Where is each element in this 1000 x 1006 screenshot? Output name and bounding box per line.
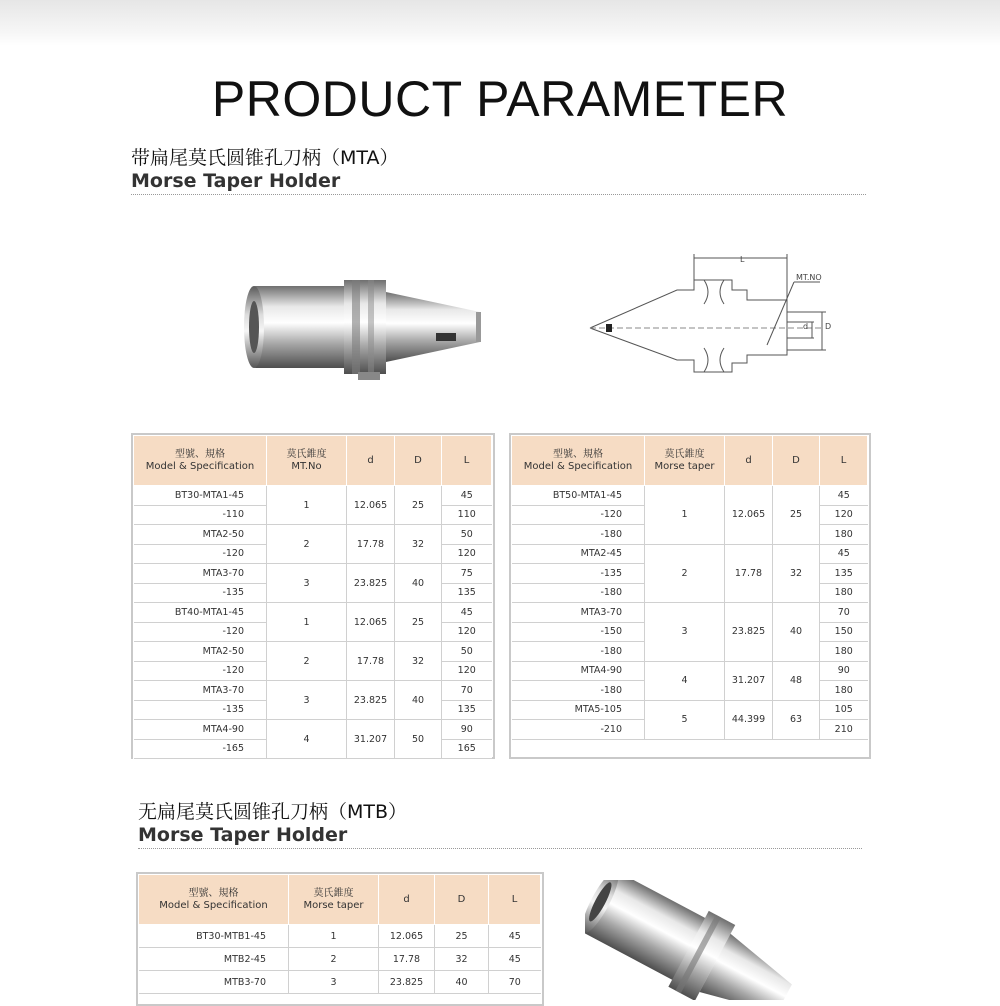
model-cell: -120 xyxy=(134,622,267,642)
model-cell: -150 xyxy=(512,622,645,642)
model-cell: -120 xyxy=(134,661,267,681)
d-cell: 17.78 xyxy=(379,948,435,971)
model-cell: -180 xyxy=(512,681,645,701)
l-cell: 210 xyxy=(820,720,868,740)
top-banner xyxy=(0,0,1000,46)
table-row xyxy=(512,486,868,506)
d-cell: 12.065 xyxy=(347,486,395,525)
d-cell: 12.065 xyxy=(725,486,773,545)
col-header-model-cn: 型號、規格 xyxy=(175,448,225,460)
model-cell: MTA2-45 xyxy=(512,544,645,564)
mt-cell: 4 xyxy=(645,661,725,700)
D-cell: 40 xyxy=(773,603,820,662)
col-header-D: D xyxy=(435,875,489,925)
mt-cell: 5 xyxy=(645,700,725,739)
model-cell: -135 xyxy=(134,583,267,603)
l-cell: 90 xyxy=(442,720,492,740)
D-cell: 63 xyxy=(773,700,820,739)
mt-cell: 1 xyxy=(289,925,379,948)
l-cell: 70 xyxy=(820,603,868,623)
col-header-mt-cn: 莫氏錐度 xyxy=(286,448,327,460)
D-cell: 32 xyxy=(395,642,442,681)
table-row xyxy=(134,720,492,740)
d-cell: 40 xyxy=(435,971,489,994)
d-cell: 31.207 xyxy=(725,661,773,700)
D-cell: 50 xyxy=(395,720,442,759)
model-cell: -165 xyxy=(134,739,267,759)
d-cell: 44.399 xyxy=(725,700,773,739)
l-cell: 45 xyxy=(489,948,541,971)
col-header-D: D xyxy=(395,436,442,486)
col-header-mt-en: MT.No xyxy=(291,460,322,472)
col-header-taper xyxy=(645,436,725,486)
D-cell: 25 xyxy=(395,603,442,642)
mta-holder-image xyxy=(240,276,490,386)
model-cell: -180 xyxy=(512,525,645,545)
page-title: PRODUCT PARAMETER xyxy=(211,71,789,127)
col-header-d: d xyxy=(379,875,435,925)
d-cell: 23.825 xyxy=(379,971,435,994)
D-cell: 25 xyxy=(395,486,442,525)
model-cell: MTA3-70 xyxy=(512,603,645,623)
table-row xyxy=(134,642,492,662)
mt-cell: 1 xyxy=(267,603,347,642)
l-cell: 120 xyxy=(442,661,492,681)
l-cell: 70 xyxy=(489,971,541,994)
col-header-d: d xyxy=(347,436,395,486)
table-row xyxy=(512,661,868,681)
D-cell: 25 xyxy=(773,486,820,545)
D-cell: 40 xyxy=(395,681,442,720)
col-header-L: L xyxy=(820,436,868,486)
l-cell: 135 xyxy=(442,583,492,603)
model-cell: BT30-MTA1-45 xyxy=(134,486,267,506)
model-cell: MTA4-90 xyxy=(512,661,645,681)
D-cell: 32 xyxy=(773,544,820,603)
model-cell: BT50-MTA1-45 xyxy=(512,486,645,506)
col-header-D: D xyxy=(773,436,820,486)
l-cell: 135 xyxy=(820,564,868,584)
d-cell: 25 xyxy=(435,925,489,948)
table-row xyxy=(134,564,492,584)
mta-table-2 xyxy=(511,435,868,740)
model-cell: -135 xyxy=(512,564,645,584)
mt-cell: 2 xyxy=(267,525,347,564)
col-header-model-cn: 型號、規格 xyxy=(553,448,603,460)
mt-cell: 3 xyxy=(645,603,725,662)
mta-table-1 xyxy=(133,435,492,759)
l-cell: 180 xyxy=(820,642,868,662)
col-header-mt xyxy=(267,436,347,486)
l-cell: 105 xyxy=(820,700,868,720)
model-cell: MTA4-90 xyxy=(134,720,267,740)
d-cell: 31.207 xyxy=(347,720,395,759)
mta-en-title: Morse Taper Holder xyxy=(131,170,341,192)
d-cell: 12.065 xyxy=(379,925,435,948)
mt-cell: 2 xyxy=(645,544,725,603)
mtb-cn-title: 无扁尾莫氏圆锥孔刀柄（MTB） xyxy=(138,801,408,823)
d-cell: 23.825 xyxy=(725,603,773,662)
mt-cell: 1 xyxy=(645,486,725,545)
model-cell: -120 xyxy=(512,505,645,525)
l-cell: 180 xyxy=(820,525,868,545)
table-row xyxy=(134,486,492,506)
mt-cell: 3 xyxy=(289,971,379,994)
drawing-label-d: d xyxy=(803,322,809,331)
l-cell: 50 xyxy=(442,642,492,662)
mtb-divider xyxy=(138,848,862,849)
mta-technical-drawing xyxy=(582,250,842,385)
mtb-table-body xyxy=(139,925,541,994)
d-cell: 23.825 xyxy=(347,681,395,720)
table-row xyxy=(134,603,492,623)
drawing-label-D: D xyxy=(825,322,832,331)
model-cell: BT40-MTA1-45 xyxy=(134,603,267,623)
col-header-d: d xyxy=(725,436,773,486)
D-cell: 32 xyxy=(395,525,442,564)
table-row xyxy=(139,925,541,948)
model-cell: -180 xyxy=(512,583,645,603)
l-cell: 135 xyxy=(442,700,492,720)
table-row xyxy=(134,681,492,701)
table-row xyxy=(139,948,541,971)
d-cell: 12.065 xyxy=(347,603,395,642)
d-cell: 17.78 xyxy=(725,544,773,603)
col-header-taper-cn: 莫氏錐度 xyxy=(664,448,705,460)
model-cell: -110 xyxy=(134,505,267,525)
model-cell: -180 xyxy=(512,642,645,662)
drawing-label-mt: MT.NO xyxy=(796,273,822,282)
l-cell: 120 xyxy=(442,622,492,642)
model-cell: -135 xyxy=(134,700,267,720)
col-header-L: L xyxy=(442,436,492,486)
mt-cell: 3 xyxy=(267,681,347,720)
col-header-L: L xyxy=(489,875,541,925)
mt-cell: 2 xyxy=(289,948,379,971)
mt-cell: 2 xyxy=(267,642,347,681)
model-cell: MTA2-50 xyxy=(134,525,267,545)
col-header-model-en: Model & Specification xyxy=(159,899,268,911)
l-cell: 45 xyxy=(820,544,868,564)
col-header-model-cn: 型號、規格 xyxy=(188,887,239,899)
col-header-taper-en: Morse taper xyxy=(303,899,364,911)
mt-cell: 4 xyxy=(267,720,347,759)
col-header-model xyxy=(139,875,289,925)
mtb-holder-image xyxy=(585,880,815,1000)
mtb-en-title: Morse Taper Holder xyxy=(138,824,348,846)
table-row xyxy=(139,971,541,994)
mt-cell: 1 xyxy=(267,486,347,525)
d-cell: 32 xyxy=(435,948,489,971)
col-header-model xyxy=(134,436,267,486)
D-cell: 40 xyxy=(395,564,442,603)
drawing-label-l: L xyxy=(740,255,745,264)
l-cell: 50 xyxy=(442,525,492,545)
D-cell: 48 xyxy=(773,661,820,700)
model-cell: -120 xyxy=(134,544,267,564)
model-cell: MTA3-70 xyxy=(134,564,267,584)
l-cell: 45 xyxy=(442,603,492,623)
table-row xyxy=(512,603,868,623)
l-cell: 45 xyxy=(489,925,541,948)
model-cell: MTA2-50 xyxy=(134,642,267,662)
col-header-taper xyxy=(289,875,379,925)
mta-table-1-body xyxy=(134,486,492,759)
model-cell: MTA3-70 xyxy=(134,681,267,701)
model-cell: MTA5-105 xyxy=(512,700,645,720)
l-cell: 120 xyxy=(820,505,868,525)
table-row xyxy=(512,544,868,564)
d-cell: 17.78 xyxy=(347,642,395,681)
col-header-model-en: Model & Specification xyxy=(145,460,255,472)
table-row xyxy=(134,525,492,545)
mta-divider xyxy=(131,194,866,195)
model-cell: -210 xyxy=(512,720,645,740)
l-cell: 120 xyxy=(442,544,492,564)
l-cell: 75 xyxy=(442,564,492,584)
l-cell: 180 xyxy=(820,583,868,603)
mt-cell: 3 xyxy=(267,564,347,603)
col-header-model-en: Model & Specification xyxy=(523,460,633,472)
d-cell: 17.78 xyxy=(347,525,395,564)
l-cell: 110 xyxy=(442,505,492,525)
l-cell: 90 xyxy=(820,661,868,681)
l-cell: 45 xyxy=(442,486,492,506)
model-cell: MTB3-70 xyxy=(139,971,289,994)
l-cell: 45 xyxy=(820,486,868,506)
mta-cn-title: 带扁尾莫氏圆锥孔刀柄（MTA） xyxy=(131,147,399,169)
mta-table-2-body xyxy=(512,486,868,740)
d-cell: 23.825 xyxy=(347,564,395,603)
col-header-model xyxy=(512,436,645,486)
l-cell: 70 xyxy=(442,681,492,701)
mtb-table xyxy=(138,874,541,994)
l-cell: 150 xyxy=(820,622,868,642)
model-cell: MTB2-45 xyxy=(139,948,289,971)
model-cell: BT30-MTB1-45 xyxy=(139,925,289,948)
col-header-taper-cn: 莫氏錐度 xyxy=(313,887,354,899)
table-row xyxy=(512,700,868,720)
l-cell: 165 xyxy=(442,739,492,759)
l-cell: 180 xyxy=(820,681,868,701)
col-header-taper-en: Morse taper xyxy=(654,460,715,472)
